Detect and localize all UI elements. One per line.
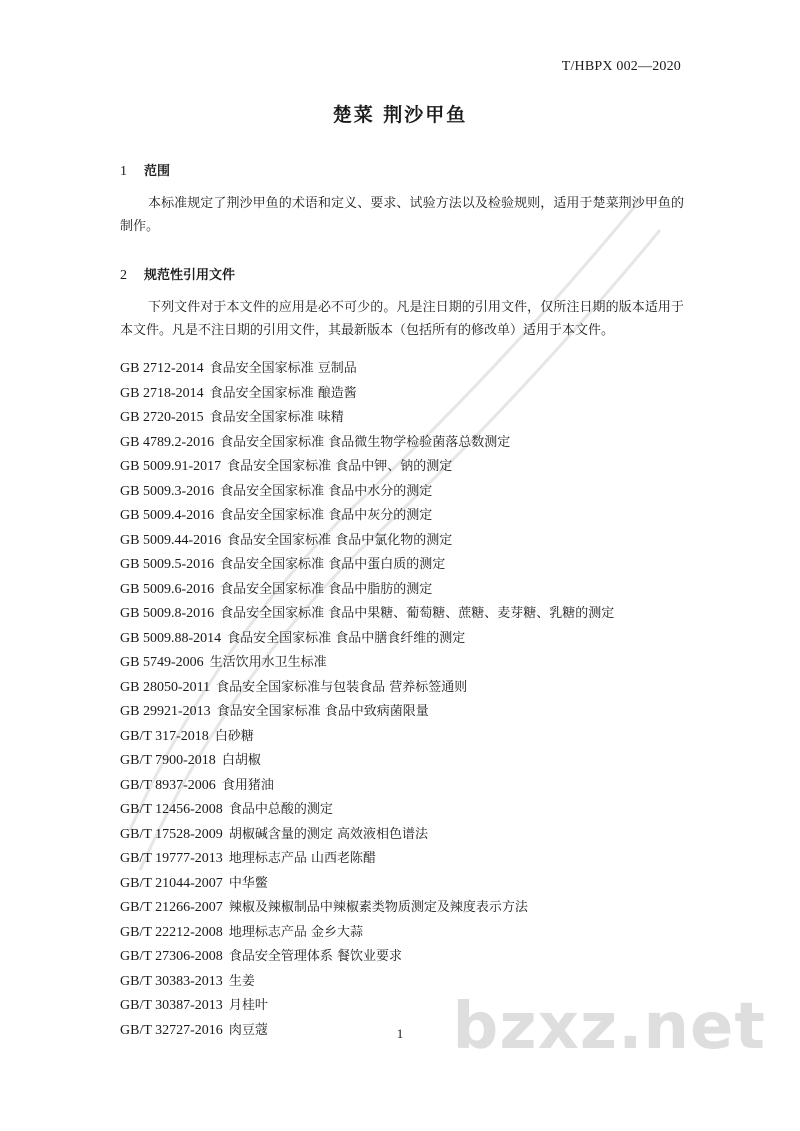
reference-code: GB 2712-2014 <box>120 361 204 376</box>
reference-title: 食用猪油 <box>221 777 274 793</box>
reference-code: GB/T 21044-2007 <box>120 875 223 891</box>
scope-paragraph: 本标准规定了荆沙甲鱼的术语和定义、要求、试验方法以及检验规则，适用于楚菜荆沙甲鱼的制作。 <box>120 196 684 234</box>
reference-item <box>120 749 614 774</box>
reference-title: 辣椒及辣椒制品中辣椒素类物质测定及辣度表示方法 <box>228 900 528 915</box>
reference-code: GB 28050-2011 <box>120 679 211 695</box>
reference-title: 食品安全国家标准 食品中果糖、葡萄糖、蔗糖、麦芽糖、乳糖的测定 <box>220 606 615 621</box>
reference-title: 食品安全国家标准 酿造酱 <box>209 385 357 401</box>
reference-title: 白砂糖 <box>214 728 254 744</box>
reference-item <box>120 455 614 480</box>
reference-item <box>120 357 614 382</box>
reference-item <box>120 553 614 578</box>
reference-title: 生姜 <box>228 973 255 989</box>
reference-item <box>120 627 614 652</box>
reference-code: GB 5009.4-2016 <box>120 508 215 523</box>
reference-title: 食品安全国家标准 食品中氯化物的测定 <box>227 532 453 548</box>
reference-item <box>120 651 614 676</box>
reference-title: 食品安全国家标准 食品中膳食纤维的测定 <box>227 630 466 646</box>
reference-item <box>120 578 614 603</box>
reference-item <box>120 480 614 505</box>
reference-title: 月桂叶 <box>228 998 268 1013</box>
reference-title: 食品安全国家标准与包装食品 营养标签通则 <box>216 679 468 695</box>
reference-title: 胡椒碱含量的测定 高效液相色谱法 <box>228 826 428 842</box>
reference-title: 食品安全管理体系 餐饮业要求 <box>228 949 402 964</box>
reference-code: GB 5009.88-2014 <box>120 630 222 646</box>
reference-item <box>120 847 614 872</box>
reference-code: GB/T 30383-2013 <box>120 973 223 989</box>
reference-item <box>120 823 614 848</box>
reference-code: GB 5749-2006 <box>120 655 204 670</box>
page-number: 1 <box>396 1026 404 1041</box>
reference-title: 食品安全国家标准 食品中钾、钠的测定 <box>227 459 453 474</box>
reference-code: GB 5009.6-2016 <box>120 581 215 597</box>
reference-item <box>120 504 614 529</box>
watermark-logo: bzxz.net <box>452 990 766 1064</box>
reference-item <box>120 602 614 627</box>
reference-item <box>120 406 614 431</box>
reference-title: 食品安全国家标准 食品中脂肪的测定 <box>220 581 433 597</box>
reference-item <box>120 774 614 799</box>
reference-title: 食品安全国家标准 食品中灰分的测定 <box>220 508 433 523</box>
reference-code: GB/T 17528-2009 <box>120 826 223 842</box>
reference-item <box>120 700 614 725</box>
reference-title: 中华鳖 <box>228 875 268 891</box>
standard-code: T/HBPX 002—2020 <box>561 59 681 74</box>
reference-code: GB 4789.2-2016 <box>120 434 215 450</box>
reference-code: GB 5009.8-2016 <box>120 606 215 621</box>
reference-item <box>120 921 614 946</box>
reference-code: GB/T 22212-2008 <box>120 924 223 940</box>
reference-code: GB 5009.5-2016 <box>120 557 215 572</box>
reference-item <box>120 896 614 921</box>
reference-title: 食品安全国家标准 食品微生物学检验菌落总数测定 <box>220 434 511 450</box>
reference-code: GB/T 8937-2006 <box>120 777 216 793</box>
reference-item <box>120 872 614 897</box>
section-number: 1 <box>120 164 127 179</box>
section-title: 规范性引用文件 <box>144 268 236 283</box>
reference-code: GB 2720-2015 <box>120 410 204 425</box>
reference-code: GB/T 7900-2018 <box>120 753 216 768</box>
reference-code: GB/T 21266-2007 <box>120 900 223 915</box>
reference-title: 地理标志产品 金乡大蒜 <box>228 924 363 940</box>
reference-title: 食品安全国家标准 食品中水分的测定 <box>220 483 433 499</box>
reference-code: GB 29921-2013 <box>120 704 211 719</box>
reference-code: GB/T 32727-2016 <box>120 1022 223 1038</box>
reference-code: GB/T 27306-2008 <box>120 949 223 964</box>
reference-item <box>120 725 614 750</box>
reference-title: 肉豆蔻 <box>228 1022 268 1038</box>
reference-code: GB 5009.91-2017 <box>120 459 222 474</box>
section-heading-scope <box>120 160 170 180</box>
section-number: 2 <box>120 268 127 283</box>
reference-code: GB/T 317-2018 <box>120 728 209 744</box>
reference-code: GB/T 19777-2013 <box>120 851 223 866</box>
reference-item <box>120 431 614 456</box>
reference-title: 白胡椒 <box>221 753 261 768</box>
section-title: 范围 <box>144 164 171 179</box>
reference-code: GB/T 12456-2008 <box>120 802 223 817</box>
reference-item <box>120 382 614 407</box>
reference-title: 食品安全国家标准 豆制品 <box>209 361 357 376</box>
reference-list <box>120 357 614 1043</box>
reference-code: GB/T 30387-2013 <box>120 998 223 1013</box>
reference-item <box>120 529 614 554</box>
reference-item <box>120 676 614 701</box>
reference-code: GB 2718-2014 <box>120 385 204 401</box>
references-intro-paragraph: 下列文件对于本文件的应用是必不可少的。凡是注日期的引用文件，仅所注日期的版本适用于本文件。凡是不注日期的引用文件，其最新版本（包括所有的修改单）适用于本文件。 <box>120 300 684 338</box>
reference-title: 食品安全国家标准 味精 <box>209 410 344 425</box>
reference-code: GB 5009.3-2016 <box>120 483 215 499</box>
reference-title: 生活饮用水卫生标准 <box>209 655 327 670</box>
reference-title: 食品中总酸的测定 <box>228 802 333 817</box>
section-heading-references <box>120 264 235 284</box>
reference-title: 地理标志产品 山西老陈醋 <box>228 851 376 866</box>
reference-title: 食品安全国家标准 食品中蛋白质的测定 <box>220 557 446 572</box>
reference-item <box>120 945 614 970</box>
document-title: 楚菜 荆沙甲鱼 <box>332 104 468 126</box>
reference-item <box>120 798 614 823</box>
reference-code: GB 5009.44-2016 <box>120 532 222 548</box>
reference-title: 食品安全国家标准 食品中致病菌限量 <box>216 704 429 719</box>
